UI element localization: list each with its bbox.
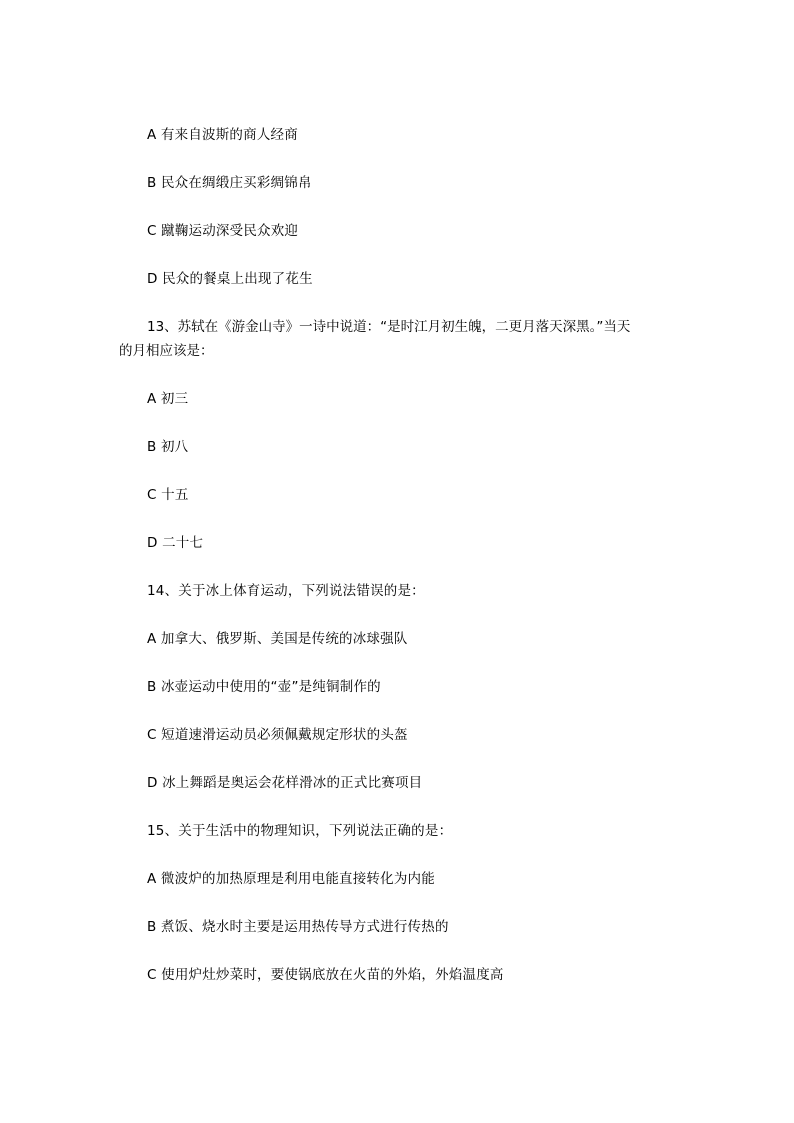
q15-option-a: A 微波炉的加热原理是利用电能直接转化为内能 — [147, 871, 435, 887]
q15-option-c: C 使用炉灶炒菜时，要使锅底放在火苗的外焰，外焰温度高 — [147, 967, 504, 983]
q14-option-c: C 短道速滑运动员必须佩戴规定形状的头盔 — [147, 727, 408, 743]
q12-option-a: A 有来自波斯的商人经商 — [147, 127, 298, 143]
q12-option-b: B 民众在绸缎庄买彩绸锦帛 — [147, 175, 312, 191]
q12-option-c: C 蹴鞠运动深受民众欢迎 — [147, 223, 299, 239]
q13-option-d: D 二十七 — [147, 535, 204, 551]
q14-option-b: B 冰壶运动中使用的“壶”是纯铜制作的 — [147, 679, 381, 695]
q13-option-b: B 初八 — [147, 439, 189, 455]
q14-stem: 14、关于冰上体育运动，下列说法错误的是： — [147, 583, 425, 599]
q13-option-c: C 十五 — [147, 487, 189, 503]
q14-option-d: D 冰上舞蹈是奥运会花样滑冰的正式比赛项目 — [147, 775, 423, 791]
q13-option-a: A 初三 — [147, 391, 189, 407]
q15-stem: 15、关于生活中的物理知识，下列说法正确的是： — [147, 823, 453, 839]
q15-option-b: B 煮饭、烧水时主要是运用热传导方式进行传热的 — [147, 919, 449, 935]
q13-stem-line1: 13、苏轼在《游金山寺》一诗中说道：“是时江月初生魄，二更月落天深黑。”当天 — [147, 319, 631, 335]
q14-option-a: A 加拿大、俄罗斯、美国是传统的冰球强队 — [147, 631, 408, 647]
q12-option-d: D 民众的餐桌上出现了花生 — [147, 271, 313, 287]
q13-stem-line2: 的月相应该是： — [119, 343, 214, 359]
